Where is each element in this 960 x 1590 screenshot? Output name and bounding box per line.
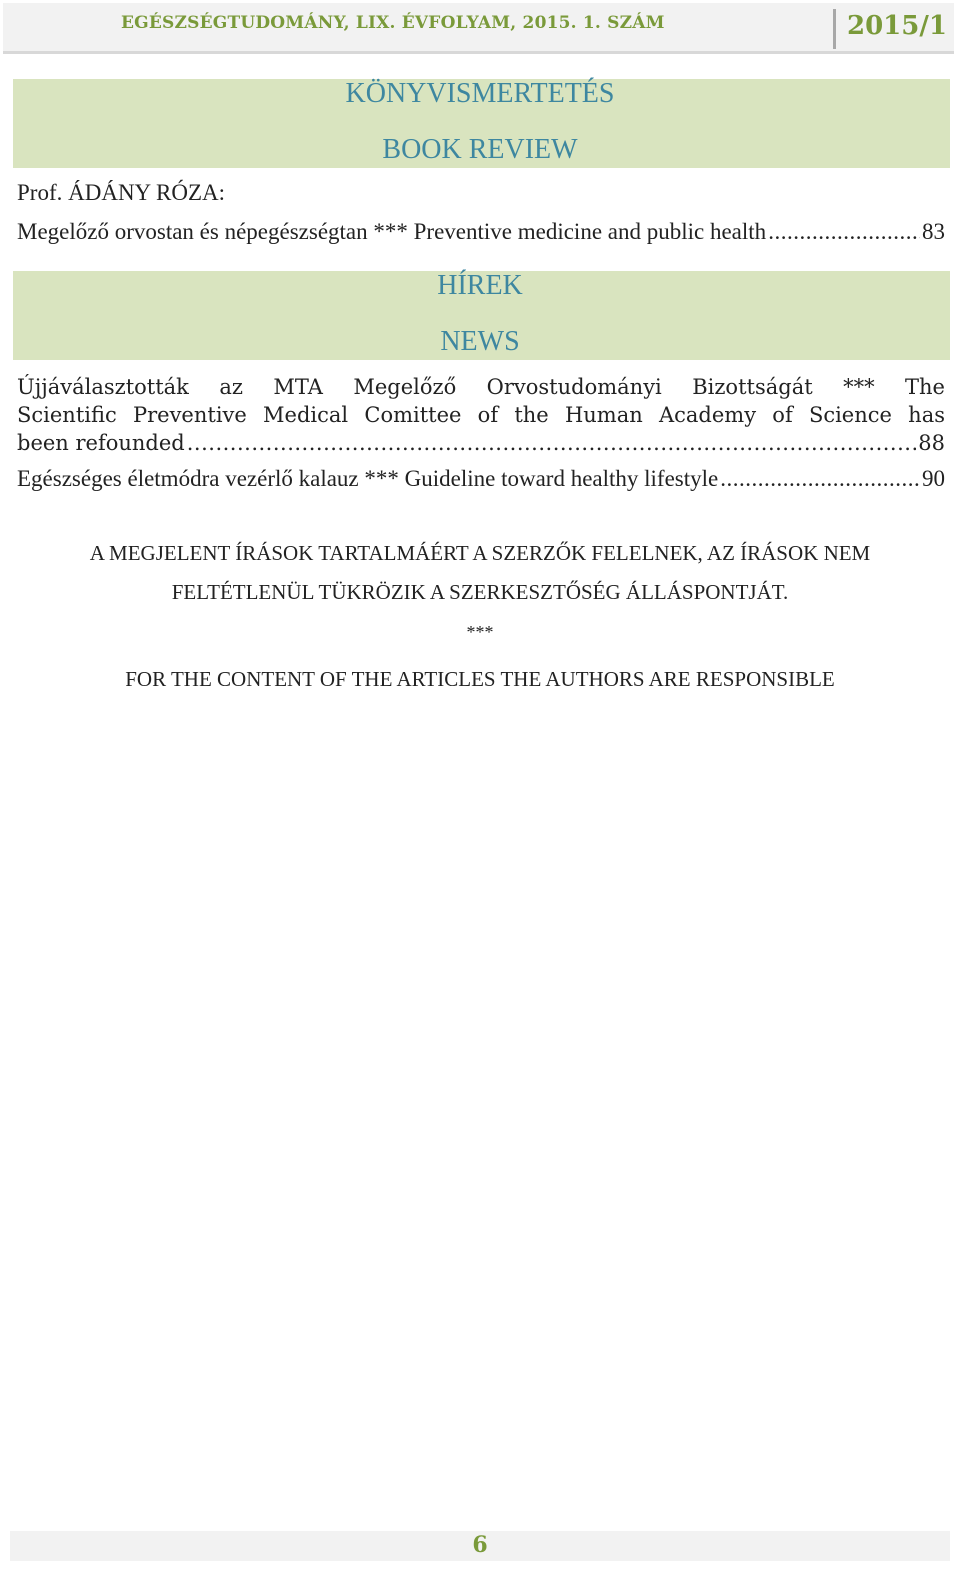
toc-entry-line: Scientific Preventive Medical Comittee of the Human Academy of Science has [17, 403, 945, 427]
toc-entry-title: Megelőző orvostan és népegészségtan *** Preventive medicine and public health [17, 219, 767, 244]
disclaimer-hu-line-2: FELTÉTLENÜL TÜKRÖZIK A SZERKESZTŐSÉG ÁLLÁSPONTJÁT. [171, 580, 789, 604]
section-title-book-review-en: BOOK REVIEW [382, 134, 578, 165]
toc-entry-book-review[interactable] [17, 219, 945, 245]
toc-entry-page: 83 [922, 219, 945, 244]
running-header [3, 3, 954, 54]
disclaimer-hu-line-1: A MEGJELENT ÍRÁSOK TARTALMÁÉRT A SZERZŐK FELELNEK, AZ ÍRÁSOK NEM [89, 541, 871, 565]
dot-leader [720, 466, 920, 492]
section-title-book-review-hu: KÖNYVISMERTETÉS [345, 78, 615, 109]
review-author: Prof. ÁDÁNY RÓZA: [17, 180, 226, 205]
dot-leader [187, 429, 917, 457]
toc-entry-line: Újjáválasztották az MTA Megelőző Orvostudományi Bizottságát *** The [17, 375, 945, 399]
toc-entry-page: 90 [922, 466, 945, 491]
issue-number: 2015/1 [847, 11, 947, 41]
section-title-news-hu: HÍREK [437, 270, 523, 301]
toc-entry-news-1[interactable] [17, 373, 945, 457]
disclaimer-separator: *** [466, 622, 494, 642]
toc-entry-page: 88 [918, 431, 945, 455]
toc-entry-line: been refounded [17, 431, 185, 455]
toc-entry-last-line [17, 429, 945, 457]
dot-leader [768, 219, 920, 245]
page-number: 6 [472, 1532, 488, 1558]
toc-entry-title: Egészséges életmódra vezérlő kalauz *** Guideline toward healthy lifestyle [17, 466, 719, 491]
toc-entry-news-2[interactable] [17, 466, 945, 492]
section-title-news-en: NEWS [440, 326, 520, 357]
header-divider [833, 9, 836, 49]
disclaimer-en-line: FOR THE CONTENT OF THE ARTICLES THE AUTHORS ARE RESPONSIBLE [125, 667, 835, 691]
journal-title: EGÉSZSÉGTUDOMÁNY, LIX. ÉVFOLYAM, 2015. 1. SZÁM [121, 13, 665, 33]
